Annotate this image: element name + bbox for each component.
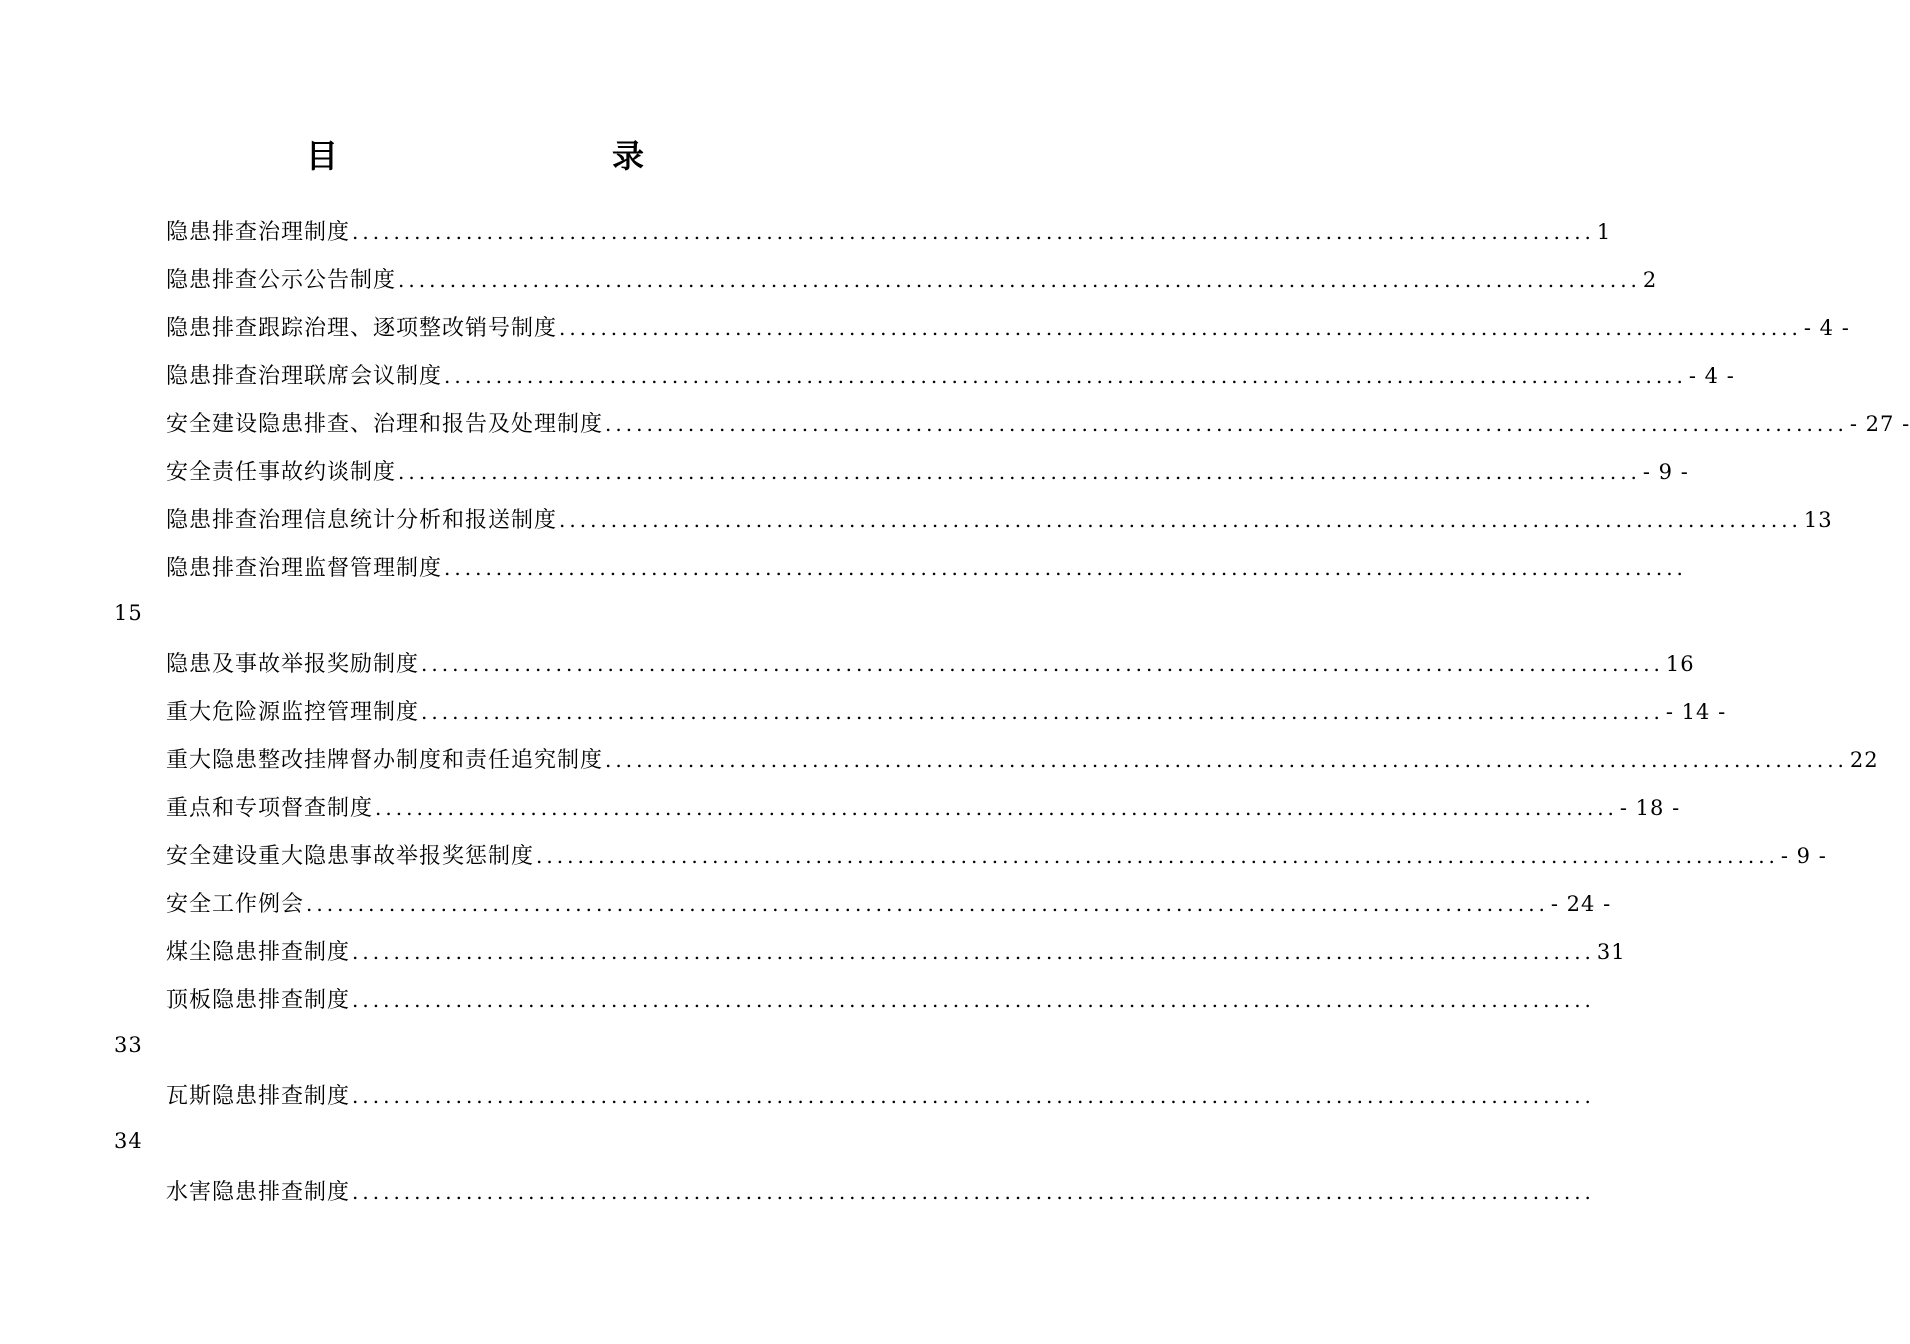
toc-entry[interactable]: [166, 407, 1910, 441]
toc-entry-page-wrapped: 34: [114, 1129, 143, 1153]
toc-entry-page: - 24 -: [1550, 892, 1612, 916]
toc-leader-dots: ........................................................................................................................: [421, 652, 1664, 676]
toc-entry[interactable]: [166, 743, 1879, 777]
toc-entry-label: 隐患排查治理信息统计分析和报送制度: [166, 508, 558, 533]
toc-entry[interactable]: [166, 263, 1658, 297]
toc-entry-page-wrapped: 33: [114, 1033, 143, 1057]
toc-entry-label: 隐患排查公示公告制度: [166, 268, 397, 293]
toc-entry-page: 13: [1803, 508, 1833, 532]
toc-entry-label: 重大隐患整改挂牌督办制度和责任追究制度: [166, 748, 604, 773]
toc-leader-dots: ........................................................................................................................: [536, 844, 1779, 868]
toc-leader-dots: ........................................................................................................................: [306, 892, 1549, 916]
toc-leader-dots: ........................................................................................................................: [444, 556, 1687, 580]
toc-leader-dots: ........................................................................................................................: [352, 220, 1595, 244]
toc-entry-page: - 9 -: [1642, 460, 1689, 484]
toc-entry-page: - 14 -: [1665, 700, 1727, 724]
toc-entry[interactable]: [166, 695, 1727, 729]
toc-entry[interactable]: [166, 311, 1850, 345]
toc-entry-label: 顶板隐患排查制度: [166, 988, 351, 1013]
toc-entry-page: - 4 -: [1688, 364, 1735, 388]
toc-leader-dots: ........................................................................................................................: [352, 940, 1595, 964]
toc-entry-page: 16: [1665, 652, 1695, 676]
toc-entry-label: 煤尘隐患排查制度: [166, 940, 351, 965]
toc-leader-dots: ........................................................................................................................: [605, 748, 1848, 772]
toc-leader-dots: ........................................................................................................................: [559, 316, 1802, 340]
toc-entry-label: 安全建设重大隐患事故举报奖惩制度: [166, 844, 535, 869]
toc-entry-page: - 18 -: [1619, 796, 1681, 820]
toc-entry-page: 22: [1849, 748, 1879, 772]
toc-entry-page: 1: [1596, 220, 1612, 244]
toc-entry[interactable]: [166, 359, 1735, 393]
toc-entry[interactable]: [166, 1175, 1595, 1209]
toc-leader-dots: ........................................................................................................................: [559, 508, 1802, 532]
toc-leader-dots: ........................................................................................................................: [352, 1084, 1595, 1108]
toc-leader-dots: ........................................................................................................................: [444, 364, 1687, 388]
toc-leader-dots: ........................................................................................................................: [398, 460, 1641, 484]
toc-leader-dots: ........................................................................................................................: [375, 796, 1618, 820]
toc-entry[interactable]: [166, 503, 1833, 537]
toc-entry[interactable]: [166, 887, 1612, 921]
toc-entry[interactable]: [166, 551, 1687, 585]
toc-entry[interactable]: [166, 935, 1626, 969]
toc-entry-label: 安全工作例会: [166, 892, 305, 917]
toc-entry-page: - 27 -: [1849, 412, 1910, 436]
toc-entry-label: 隐患排查治理联席会议制度: [166, 364, 443, 389]
toc-entry-label: 安全建设隐患排查、治理和报告及处理制度: [166, 412, 604, 437]
toc-entry-label: 隐患排查跟踪治理、逐项整改销号制度: [166, 316, 558, 341]
toc-entry-page: 2: [1642, 268, 1658, 292]
toc-entry-page: 31: [1596, 940, 1626, 964]
toc-leader-dots: ........................................................................................................................: [352, 988, 1595, 1012]
toc-entry-label: 重点和专项督查制度: [166, 796, 374, 821]
toc-entry-label: 瓦斯隐患排查制度: [166, 1084, 351, 1109]
toc-entry-label: 隐患排查治理监督管理制度: [166, 556, 443, 581]
toc-entry-label: 隐患及事故举报奖励制度: [166, 652, 420, 677]
toc-entry[interactable]: [166, 455, 1689, 489]
toc-entry-page: - 9 -: [1780, 844, 1827, 868]
toc-entry[interactable]: [166, 215, 1612, 249]
toc-entry[interactable]: [166, 647, 1695, 681]
toc-entry[interactable]: [166, 983, 1595, 1017]
toc-entry-page: - 4 -: [1803, 316, 1850, 340]
toc-leader-dots: ........................................................................................................................: [352, 1180, 1595, 1204]
toc-entry[interactable]: [166, 791, 1681, 825]
toc-entry[interactable]: [166, 1079, 1595, 1113]
toc-entry-label: 安全责任事故约谈制度: [166, 460, 397, 485]
toc-leader-dots: ........................................................................................................................: [605, 412, 1848, 436]
toc-entry-label: 隐患排查治理制度: [166, 220, 351, 245]
toc-entry-label: 重大危险源监控管理制度: [166, 700, 420, 725]
toc-leader-dots: ........................................................................................................................: [421, 700, 1664, 724]
toc-entry-label: 水害隐患排查制度: [166, 1180, 351, 1205]
toc-entry[interactable]: [166, 839, 1827, 873]
toc-leader-dots: ........................................................................................................................: [398, 268, 1641, 292]
page-title: 目 录: [305, 137, 714, 175]
toc-entry-page-wrapped: 15: [114, 601, 143, 625]
